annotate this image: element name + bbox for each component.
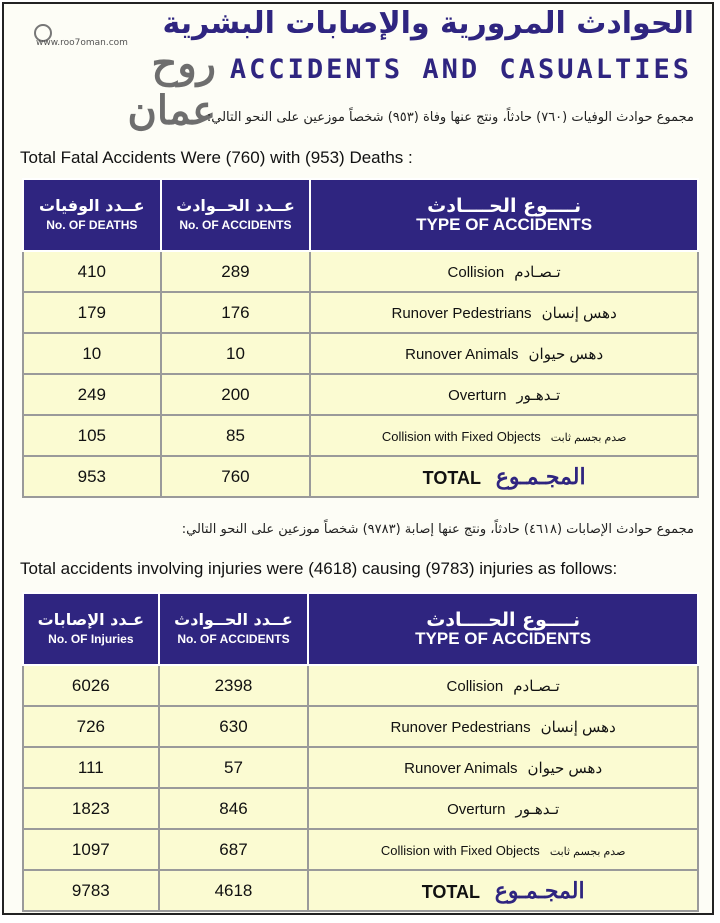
injuries-cell: 111 [23, 747, 159, 788]
type-cell [308, 665, 698, 706]
type-cell [310, 374, 698, 415]
header-injuries-ar: عـدد الإصابات [37, 610, 145, 629]
logo-site-url: www.roo7oman.com [36, 38, 128, 48]
table-row [23, 665, 698, 706]
fatal-intro-english: Total Fatal Accidents Were (760) with (953) Deaths : [20, 148, 413, 167]
header-accidents [161, 179, 311, 251]
type-cell [310, 292, 698, 333]
type-ar: تـدهـور [515, 800, 560, 818]
table-header-row [23, 179, 698, 251]
accidents-cell: 630 [159, 706, 309, 747]
header-type-en: TYPE OF ACCIDENTS [416, 215, 593, 234]
total-label-cell [310, 456, 698, 497]
header-injuries-en: No. OF Injuries [48, 632, 134, 646]
header-accidents-ar: عــدد الحــوادث [174, 610, 293, 629]
total-label-ar: المجـمـوع [494, 877, 585, 903]
type-ar: صدم بجسم ثابت [550, 431, 627, 444]
type-en: Collision with Fixed Objects [381, 428, 541, 444]
injuries-intro-arabic: مجموع حوادث الإصابات (٤٦١٨) حادثاً، ونتج عنها إصابة (٩٧٨٣) شخصاً موزعين على النحو التالي: [181, 522, 694, 537]
total-injuries-cell: 9783 [23, 870, 159, 911]
document-page [2, 2, 714, 915]
total-label-en: TOTAL [422, 467, 481, 488]
accidents-cell: 2398 [159, 665, 309, 706]
type-cell [310, 251, 698, 292]
total-accidents-cell: 760 [161, 456, 311, 497]
total-label-cell [308, 870, 698, 911]
page-title-english: ACCIDENTS AND CASUALTIES [229, 54, 692, 85]
table-row [23, 829, 698, 870]
injuries-cell: 1097 [23, 829, 159, 870]
deaths-cell: 249 [23, 374, 161, 415]
injuries-cell: 1823 [23, 788, 159, 829]
type-ar: تـصـادم [513, 677, 560, 695]
accidents-cell: 687 [159, 829, 309, 870]
type-en: Runover Pedestrians [390, 718, 531, 736]
accidents-cell: 85 [161, 415, 311, 456]
type-en: Overturn [448, 386, 507, 404]
type-cell [308, 829, 698, 870]
table-row [23, 374, 698, 415]
type-en: Runover Animals [404, 759, 518, 777]
header-accidents [159, 593, 309, 665]
type-en: Collision [447, 263, 505, 281]
deaths-cell: 410 [23, 251, 161, 292]
header-deaths-ar: عــدد الوفيات [39, 196, 145, 215]
accidents-cell: 289 [161, 251, 311, 292]
header-injuries [23, 593, 159, 665]
table-row [23, 747, 698, 788]
accidents-cell: 10 [161, 333, 311, 374]
header-type-ar: نــــوع الحــــادث [427, 195, 582, 217]
accidents-cell: 57 [159, 747, 309, 788]
total-label-en: TOTAL [421, 881, 481, 902]
type-en: Overturn [447, 800, 506, 818]
type-cell [310, 415, 698, 456]
type-en: Runover Animals [405, 345, 519, 363]
header-type [310, 179, 698, 251]
total-deaths-cell: 953 [23, 456, 161, 497]
deaths-cell: 179 [23, 292, 161, 333]
type-ar: تـدهـور [516, 386, 561, 404]
logo-brand-text: روح عمان [127, 40, 216, 134]
header-deaths [23, 179, 161, 251]
injury-accidents-table [22, 592, 699, 912]
total-label-ar: المجـمـوع [495, 463, 586, 489]
type-cell [308, 706, 698, 747]
deaths-cell: 105 [23, 415, 161, 456]
type-ar: دهس حيوان [528, 345, 604, 363]
table-row [23, 788, 698, 829]
total-accidents-cell: 4618 [159, 870, 309, 911]
total-row [23, 870, 698, 911]
table-row [23, 415, 698, 456]
type-ar: دهس حيوان [527, 759, 603, 777]
accidents-cell: 846 [159, 788, 309, 829]
table-row [23, 292, 698, 333]
type-en: Collision with Fixed Objects [380, 842, 540, 858]
type-cell [308, 788, 698, 829]
table-row [23, 333, 698, 374]
total-row [23, 456, 698, 497]
header-deaths-en: No. OF DEATHS [46, 218, 138, 232]
fatal-intro-arabic: مجموع حوادث الوفيات (٧٦٠) حادثاً، ونتج عنها وفاة (٩٥٣) شخصاً موزعين على النحو التالي: [206, 110, 694, 125]
fatal-accidents-table [22, 178, 699, 498]
injuries-cell: 6026 [23, 665, 159, 706]
accidents-cell: 176 [161, 292, 311, 333]
page-title-arabic: الحوادث المرورية والإصابات البشرية [162, 6, 694, 41]
header-type-ar: نــــوع الحــــادث [426, 609, 581, 631]
deaths-cell: 10 [23, 333, 161, 374]
type-en: Runover Pedestrians [391, 304, 532, 322]
type-cell [308, 747, 698, 788]
table-row [23, 706, 698, 747]
type-ar: صدم بجسم ثابت [549, 845, 626, 858]
table-row [23, 251, 698, 292]
injuries-cell: 726 [23, 706, 159, 747]
type-ar: دهس إنسان [541, 304, 617, 322]
accidents-cell: 200 [161, 374, 311, 415]
table-header-row [23, 593, 698, 665]
header-accidents-ar: عــدد الحــوادث [176, 196, 295, 215]
type-en: Collision [446, 677, 504, 695]
type-cell [310, 333, 698, 374]
header-type-en: TYPE OF ACCIDENTS [415, 629, 592, 648]
header-accidents-en: No. OF ACCIDENTS [179, 218, 292, 232]
type-ar: دهس إنسان [540, 718, 616, 736]
header-type [308, 593, 698, 665]
type-ar: تـصـادم [514, 263, 561, 281]
injuries-intro-english: Total accidents involving injuries were (4618) causing (9783) injuries as follows: [20, 559, 618, 578]
header-accidents-en: No. OF ACCIDENTS [177, 632, 290, 646]
